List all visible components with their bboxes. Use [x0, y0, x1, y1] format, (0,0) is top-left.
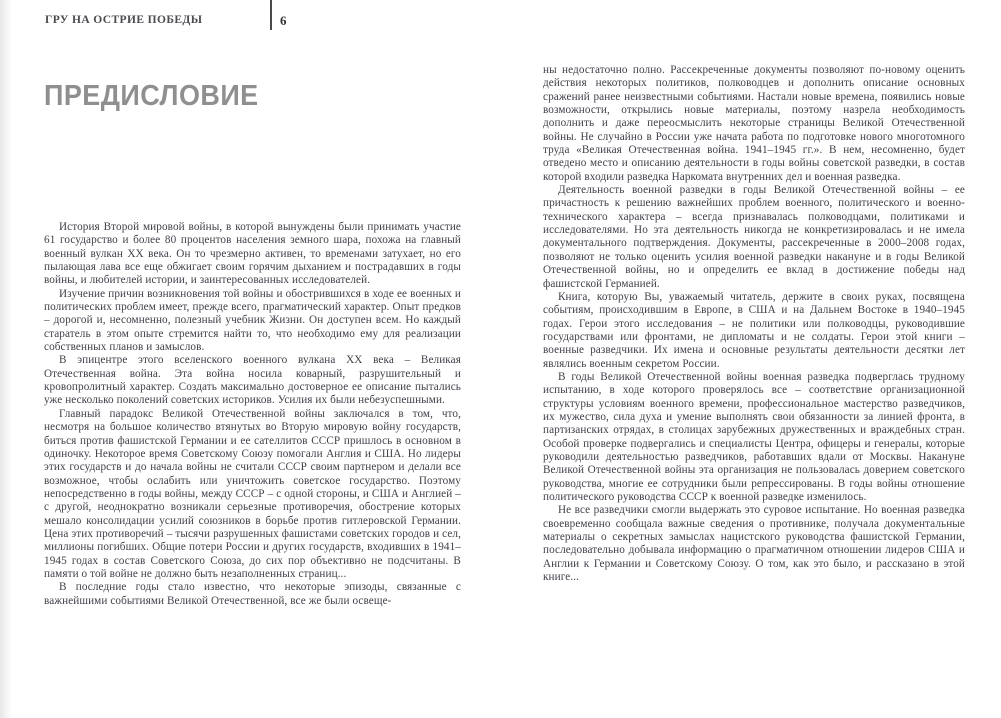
- paragraph: Главный парадокс Великой Отечественной войны заключался в том, что, несмотря на большое количество втянутых во Вторую мировую войну государств, биться против фашистской Германии и ее сателлитов СССР пришлось в основном в одиночку. Некоторое время Советскому Союзу помогали Англия и США. Но лидеры этих государств и до начала войны не считали СССР своим партнером и делали все возможное, чтобы ослабить или уничтожить советское государство. Поэтому непосредственно в годы войны, между СССР – с одной стороны, и США и Англией – с другой, неоднократно возникали серьезные противоречия, обострение которых мешало консолидации усилий союзников в борьбе против гитлеровской Германии. Цена этих противоречий – тысячи разрушенных фашистами советских городов и сел, миллионы погибших. Общие потери России и других государств, входивших в 1941–1945 годах в состав Советского Союза, до сих пор объективно не подсчитаны. В памяти о той войне не должно быть незаполненных страниц...: [44, 407, 461, 580]
- paragraph: Не все разведчики смогли выдержать это суровое испытание. Но военная разведка своевременно сообщала важные сведения о противнике, получала документальные материалы о секретных замыслах нацистского руководства фашистской Германии, последовательно добывала информацию о прагматичном отношении лидеров США и Англии к Германии и Советскому Союзу. О том, как это было, и рассказано в этой книге...: [543, 504, 965, 584]
- paragraph: В годы Великой Отечественной войны военная разведка подверглась трудному испытанию, в ходе которого проверялось все – соответствие организационной структуры условиям военного времени, профессиональное мастерство разведчиков, их мужество, сила духа и умение выполнять свои обязанности за линией фронта, в партизанских отрядах, в столицах зарубежных дружественных и враждебных стран. Особой проверке подвергались и специалисты Центра, офицеры и генералы, которые руководили деятельностью разведчиков, работавших вдали от Москвы. Накануне Великой Отечественной войны эта организация не пользовалась доверием советского руководства, многие ее сотрудники были репрессированы. В годы войны отношение политического руководства СССР к военной разведке изменилось.: [543, 370, 965, 503]
- header-divider: [270, 0, 272, 30]
- running-head: ГРУ НА ОСТРИЕ ПОБЕДЫ: [45, 14, 203, 26]
- page-number: 6: [280, 13, 287, 28]
- paragraph: История Второй мировой войны, в которой вынуждены были принимать участие 61 государство и более 80 процентов населения земного шара, похожа на главный военный вулкан XX века. Он то чрезмерно активен, то временами затухает, но его пылающая лава все еще обжигает своим горячим дыханием и пострадавших в годы войны, и любителей истории, и заинтересованных исследователей.: [44, 221, 461, 287]
- paragraph: Изучение причин возникновения той войны и обострившихся в ходе ее военных и политических проблем имеет, прежде всего, прагматический характер. Опыт предков – дорогой и, несомненно, полезный учебник Жизни. Он доступен всем. Но каждый старатель в этом опыте стремится найти то, что необходимо ему для реализации собственных планов и замыслов.: [44, 287, 461, 354]
- paragraph: ны недостаточно полно. Рассекреченные документы позволяют по-новому оценить действия некоторых политиков, полководцев и дополнить описание основных сражений ранее неизвестными событиями. Настали новые времена, появились новые возможности, открылись новые материалы, поэтому назрела необходимость дополнить и даже переосмыслить некоторые страницы Великой Отечественной войны. Не случайно в России уже начата работа по подготовке нового многотомного труда «Великая Отечественная война. 1941–1945 гг.». В нем, несомненно, будет отведено место и описанию деятельности в годы войны советской разведки, в состав которой входили разведка Наркомата внутренних дел и военная разведка.: [543, 64, 965, 183]
- chapter-title: ПРЕДИСЛОВИЕ: [44, 80, 259, 112]
- right-page-text-column: [543, 64, 965, 584]
- paragraph: Книга, которую Вы, уважаемый читатель, держите в своих руках, посвящена событиям, происходившим в Европе, в США и на Дальнем Востоке в 1940–1945 годах. Герои этого исследования – не политики или полководцы, руководившие государствами или фронтами, не дипломаты и не солдаты. Герои этой книги – военные разведчики. Их имена и основные результаты деятельности десятки лет являлись военным секретом России.: [543, 290, 965, 370]
- paragraph: В последние годы стало известно, что некоторые эпизоды, связанные с важнейшими событиями Великой Отечественной, все же были освеще-: [44, 581, 461, 607]
- page-edge-shadow: [0, 0, 12, 718]
- paragraph: В эпицентре этого вселенского военного вулкана XX века – Великая Отечественная война. Эта война носила коварный, разрушительный и кровопролитный характер. Создать максимально достоверное ее описание пытались уже несколько поколений советских историков. Усилия их были небезуспешными.: [44, 354, 461, 407]
- left-page-text-column: [44, 221, 461, 608]
- paragraph: Деятельность военной разведки в годы Великой Отечественной войны – ее причастность к решению важнейших проблем военного, политического и военно-технического характера – всегда признавалась полководцами, политиками и исследователями. Но эта деятельность никогда не конкретизировалась и не имела документального подтверждения. Документы, рассекреченные в 2000–2008 годах, позволяют не только оценить усилия военной разведки накануне и в годы Великой Отечественной войны, но и определить ее вклад в достижение победы над фашистской Германией.: [543, 184, 965, 290]
